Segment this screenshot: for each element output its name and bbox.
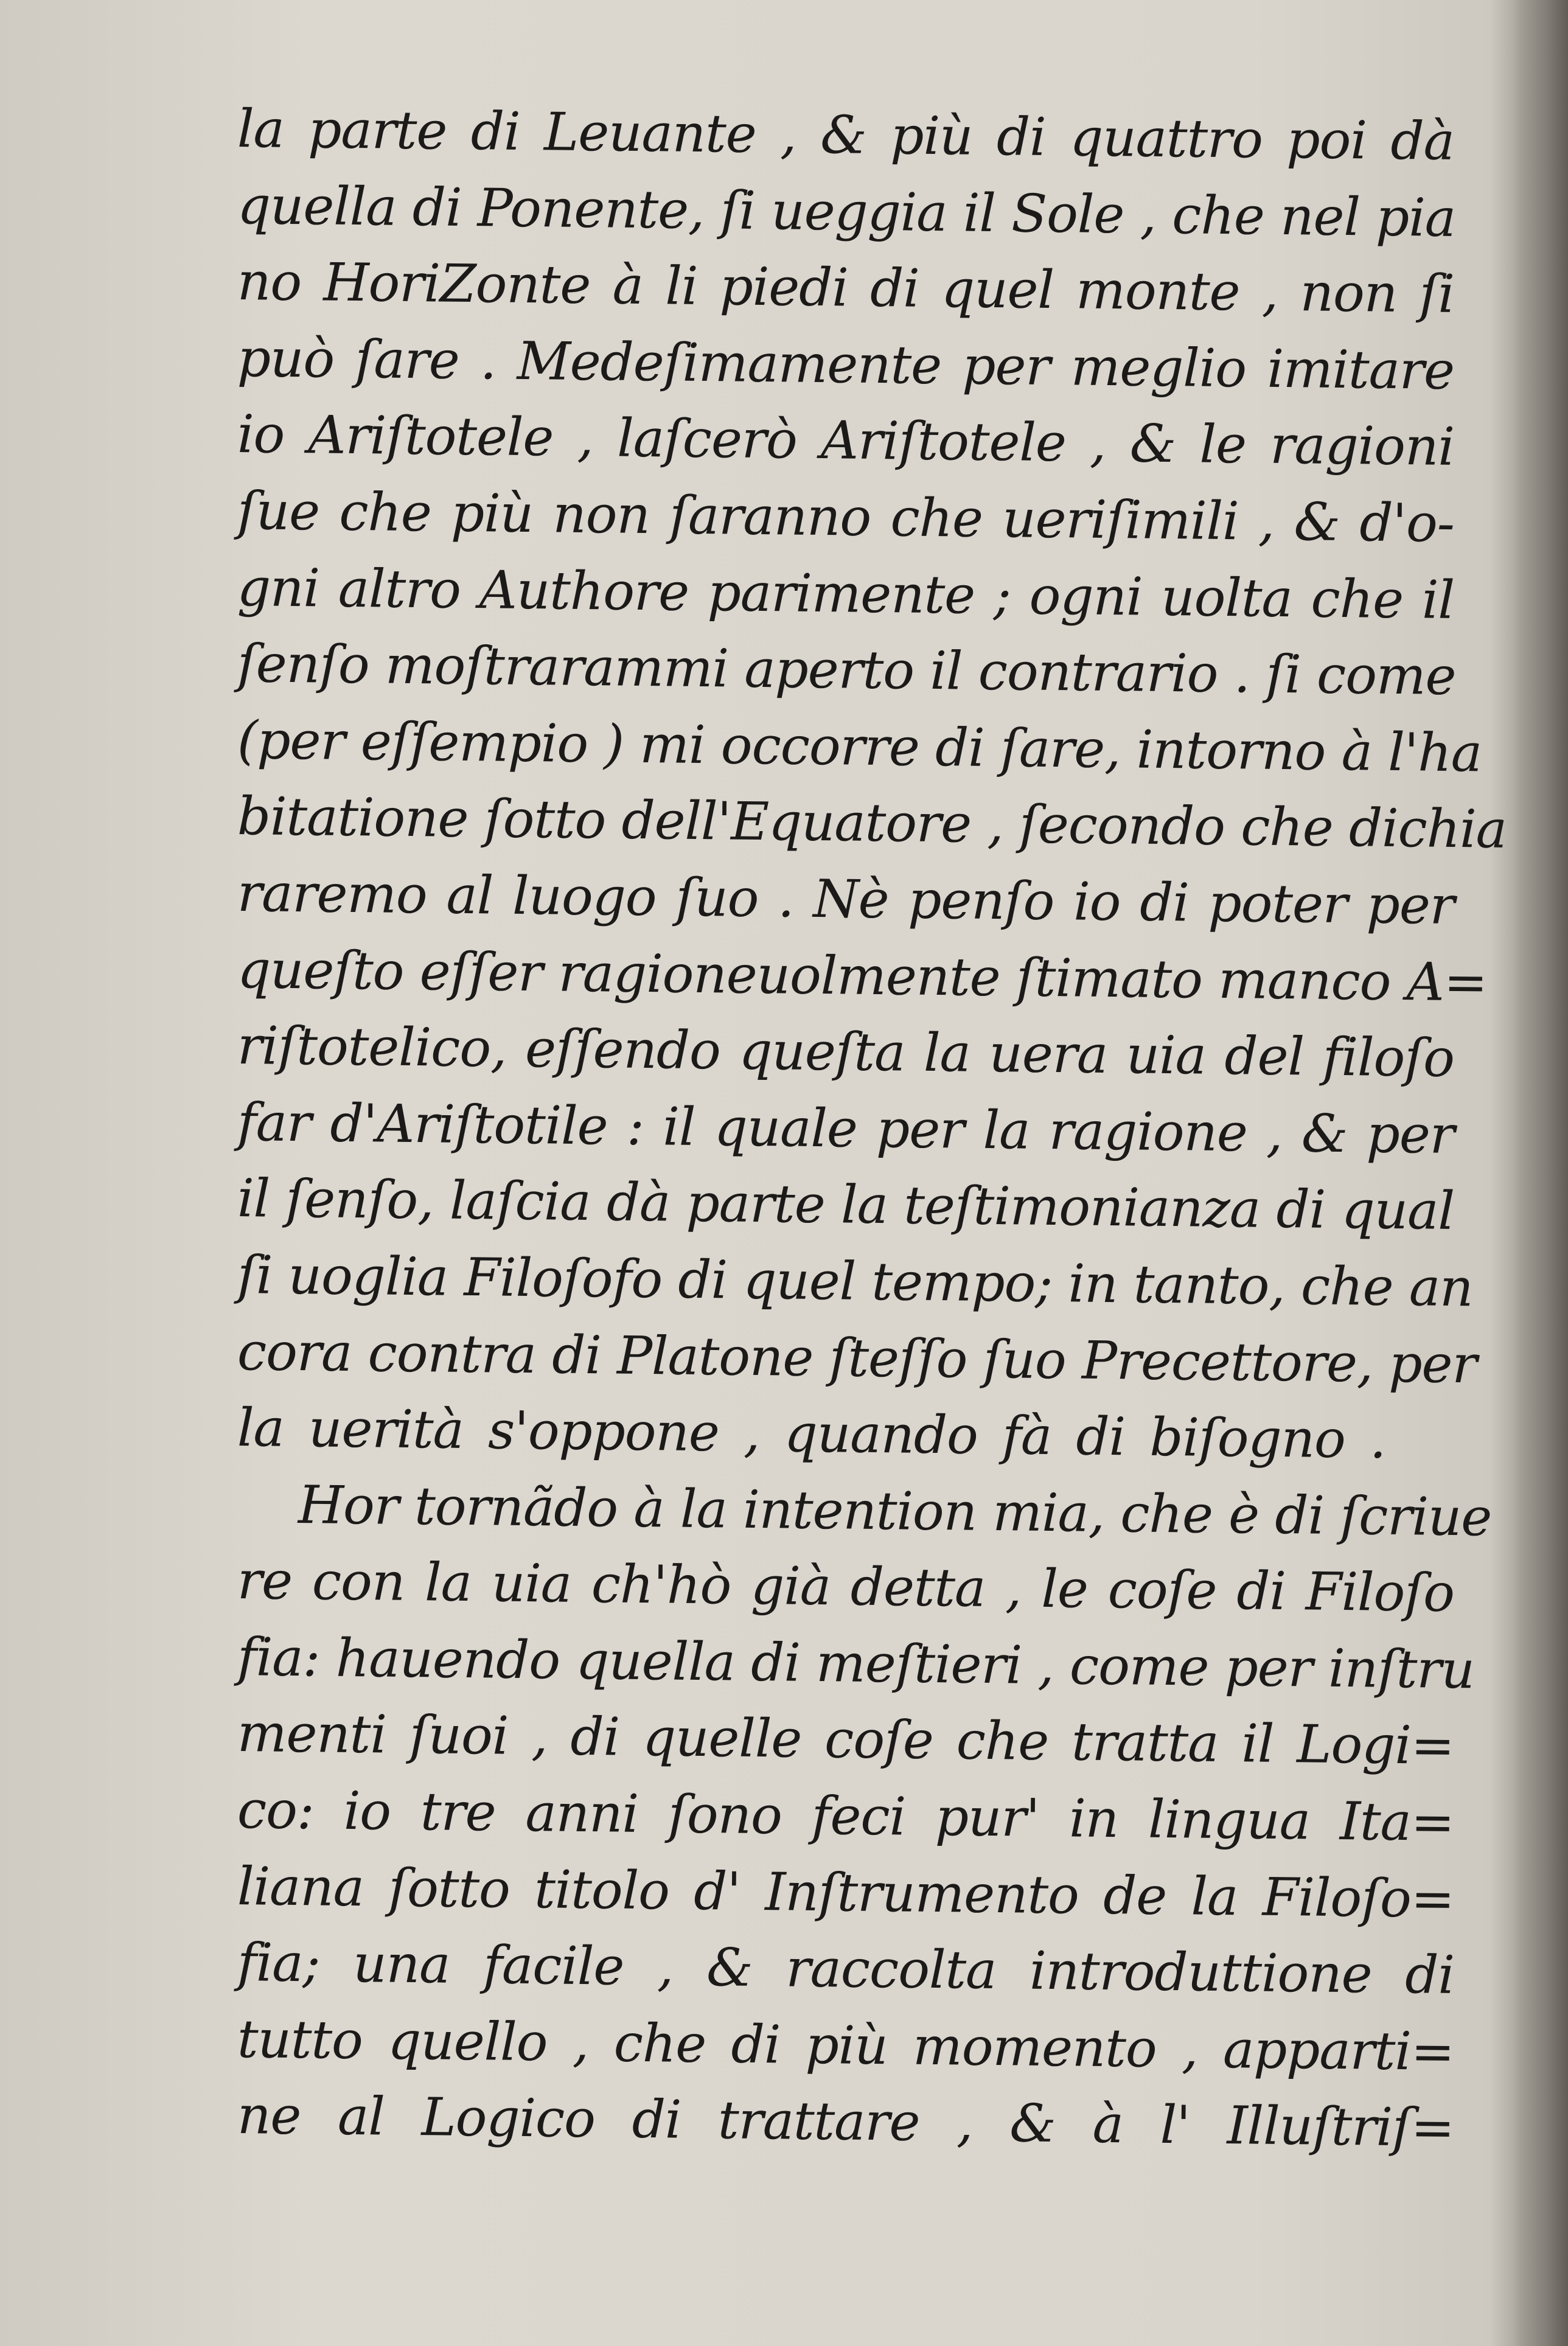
paragraph-end-line: la uerità s'oppone , quando fà di biſogno .: [237, 1398, 1386, 1471]
text-line: ſue che più non ſaranno che ueriſimili , & d'o-: [237, 480, 1455, 554]
text-line: ſi uoglia Filoſofo di quel tempo; in tanto, che an: [237, 1244, 1474, 1319]
text-line: queſto eſſer ragioneuolmente ſtimato manco A=: [237, 939, 1488, 1014]
text-line: riſtotelico, eſſendo queſta la uera uia del filoſo: [237, 1015, 1455, 1090]
text-line: co: io tre anni ſono feci pur' in lingua Ita=: [237, 1780, 1455, 1854]
text-line: liana ſotto titolo d' Inſtrumento de la Filoſo=: [237, 1856, 1455, 1930]
text-line: (per eſſempio ) mi occorre di ſare, intorno à l'ha: [237, 709, 1482, 784]
text-line: fia; una facile , & raccolta introduttione di: [237, 1932, 1455, 2007]
text-line: la parte di Leuante , & più di quattro poi dà: [237, 99, 1455, 172]
text-line: far d'Ariſtotile : il quale per la ragione , & per: [237, 1091, 1455, 1166]
text-line: raremo al luogo ſuo . Nè penſo io di poter per: [237, 862, 1455, 936]
text-line: il ſenſo, laſcia dà parte la teſtimonianza di qual: [237, 1168, 1455, 1242]
page-edge-shadow: [1513, 0, 1568, 2346]
text-line: io Ariſtotele , laſcerò Ariſtotele , & le ragioni: [237, 404, 1455, 478]
text-line: quella di Ponente, ſi ueggia il Sole , che nel pia: [237, 175, 1456, 249]
text-line: bitatione ſotto dell'Equatore , ſecondo che dichia: [237, 786, 1507, 861]
text-line: ne al Logico di trattare , & à l' Illuſtriſ=: [237, 2085, 1455, 2159]
paragraph-start-line: Hor tornãdo à la intention mia, che è di ſcriue: [298, 1474, 1492, 1548]
text-line: no HoriZonte à li piedi di quel monte , non ſi: [237, 251, 1455, 325]
text-line: cora contra di Platone ſteſſo ſuo Precettore, per: [237, 1321, 1477, 1395]
text-line: fia: hauendo quella di meſtieri , come per inſtru: [237, 1626, 1475, 1701]
text-line: ſenſo moſtrarammi aperto il contrario . ſi come: [237, 633, 1456, 708]
text-line: gni altro Authore parimente ; ogni uolta che il: [237, 557, 1455, 631]
text-line: tutto quello , che di più momento , apparti=: [237, 2008, 1455, 2083]
text-line: può ſare . Medeſimamente per meglio imitare: [237, 327, 1455, 402]
text-line: re con la uia ch'hò già detta , le coſe di Filoſo: [237, 1550, 1455, 1624]
text-line: menti ſuoi , di quelle coſe che tratta il Logi=: [237, 1703, 1455, 1777]
book-page-text: [237, 91, 1507, 2159]
